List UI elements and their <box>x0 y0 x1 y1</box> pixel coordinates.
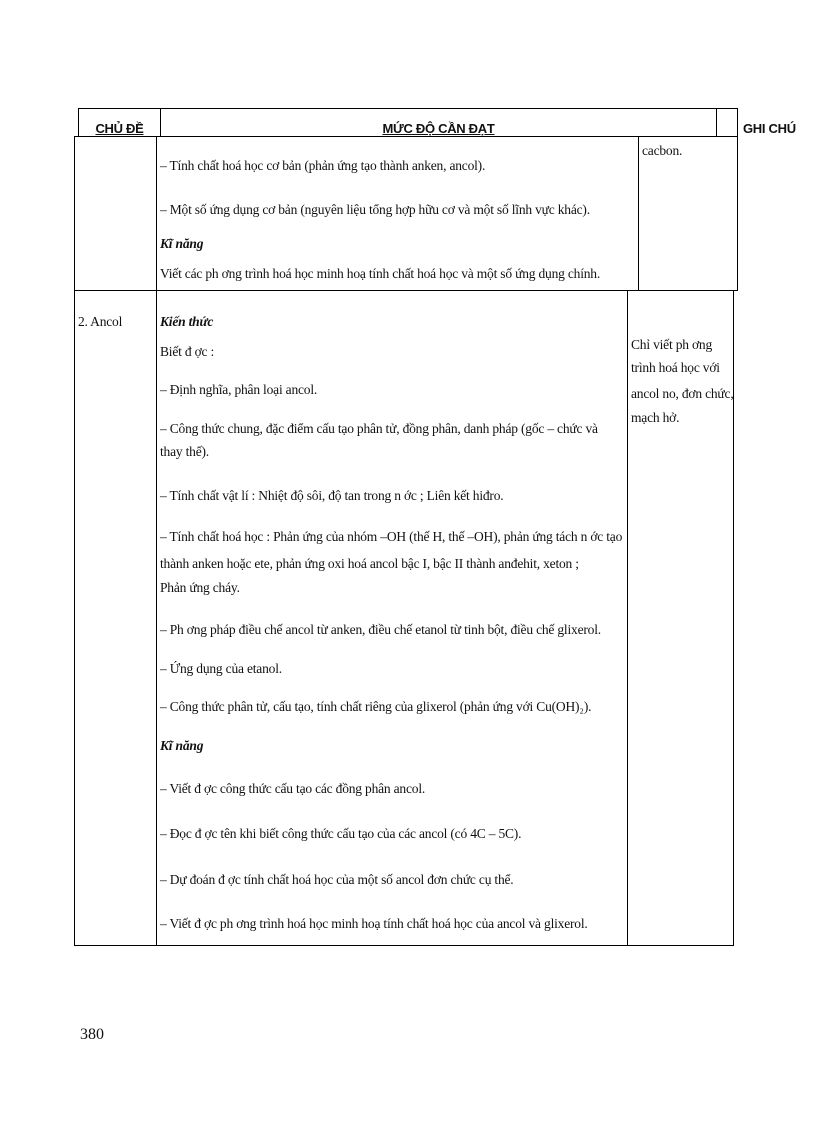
row2-skill-heading: Kĩ năng <box>160 738 204 753</box>
row2-knowledge-intro: Biết đ ợc : <box>160 344 215 359</box>
table-bottom-border <box>74 945 734 946</box>
header-topic: CHỦ ĐỀ <box>79 109 161 137</box>
row2-note-line: mạch hở. <box>631 410 680 425</box>
table-col-divider-2a <box>638 136 639 290</box>
row1-item-2: – Một số ứng dụng cơ bản (nguyên liệu tổng hợp hữu cơ và một số lĩnh vực khác). <box>160 202 590 217</box>
row2-knowledge-heading: Kiến thức <box>160 314 214 329</box>
row2-note-line: Chỉ viết ph ơng <box>631 337 713 352</box>
table-left-border <box>74 136 75 946</box>
row2-skill-item: – Viết đ ợc công thức cấu tạo các đồng phân ancol. <box>160 781 426 796</box>
row2-knowledge-item: – Tính chất hoá học : Phản ứng của nhóm –OH (thế H, thế –OH), phản ứng tách n ớc tạo <box>160 529 623 544</box>
table-row-divider <box>74 290 738 291</box>
row2-topic: 2. Ancol <box>78 314 123 329</box>
row1-skill-heading: Kĩ năng <box>160 236 204 251</box>
header-notes-label: GHI CHÚ <box>743 121 796 136</box>
page-number: 380 <box>80 1026 104 1043</box>
row2-knowledge-item: – Công thức chung, đặc điểm cấu tạo phân tử, đồng phân, danh pháp (gốc – chức và <box>160 421 598 436</box>
row2-note-line: ancol no, đơn chức, <box>631 386 734 401</box>
header-notes <box>717 109 796 137</box>
header-level: MỨC ĐỘ CẦN ĐẠT <box>161 109 717 137</box>
table-col-divider-1 <box>156 136 157 946</box>
table-header <box>78 108 796 136</box>
table-col-divider-2b <box>627 290 628 946</box>
row2-knowledge-item: – Ứng dụng của etanol. <box>160 661 282 676</box>
row1-note: cacbon. <box>642 143 683 158</box>
row1-skill-text: Viết các ph ơng trình hoá học minh hoạ tính chất hoá học và một số ứng dụng chính. <box>160 266 601 281</box>
row2-knowledge-item: – Định nghĩa, phân loại ancol. <box>160 382 318 397</box>
table-header-divider <box>74 136 738 137</box>
row2-note-line: trình hoá học với <box>631 360 720 375</box>
row2-knowledge-item: – Tính chất vật lí : Nhiệt độ sôi, độ tan trong n ớc ; Liên kết hiđro. <box>160 488 504 503</box>
row2-knowledge-item: thành anken hoặc ete, phản ứng oxi hoá ancol bậc I, bậc II thành anđehit, xeton ; <box>160 556 579 571</box>
row2-knowledge-item: – Ph ơng pháp điều chế ancol từ anken, điều chế etanol từ tinh bột, điều chế glixerol. <box>160 622 601 637</box>
row2-skill-item: – Viết đ ợc ph ơng trình hoá học minh hoạ tính chất hoá học của ancol và glixerol. <box>160 916 588 931</box>
row2-skill-item: – Đọc đ ợc tên khi biết công thức cấu tạo của các ancol (có 4C – 5C). <box>160 826 522 841</box>
row2-knowledge-item: – Công thức phân tử, cấu tạo, tính chất riêng của glixerol (phản ứng với Cu(OH)₂). <box>160 699 592 714</box>
row2-knowledge-item: Phản ứng cháy. <box>160 580 240 595</box>
row1-item-1: – Tính chất hoá học cơ bản (phản ứng tạo thành anken, ancol). <box>160 158 486 173</box>
row2-skill-item: – Dự đoán đ ợc tính chất hoá học của một số ancol đơn chức cụ thể. <box>160 872 514 887</box>
row2-knowledge-item: thay thế). <box>160 444 209 459</box>
